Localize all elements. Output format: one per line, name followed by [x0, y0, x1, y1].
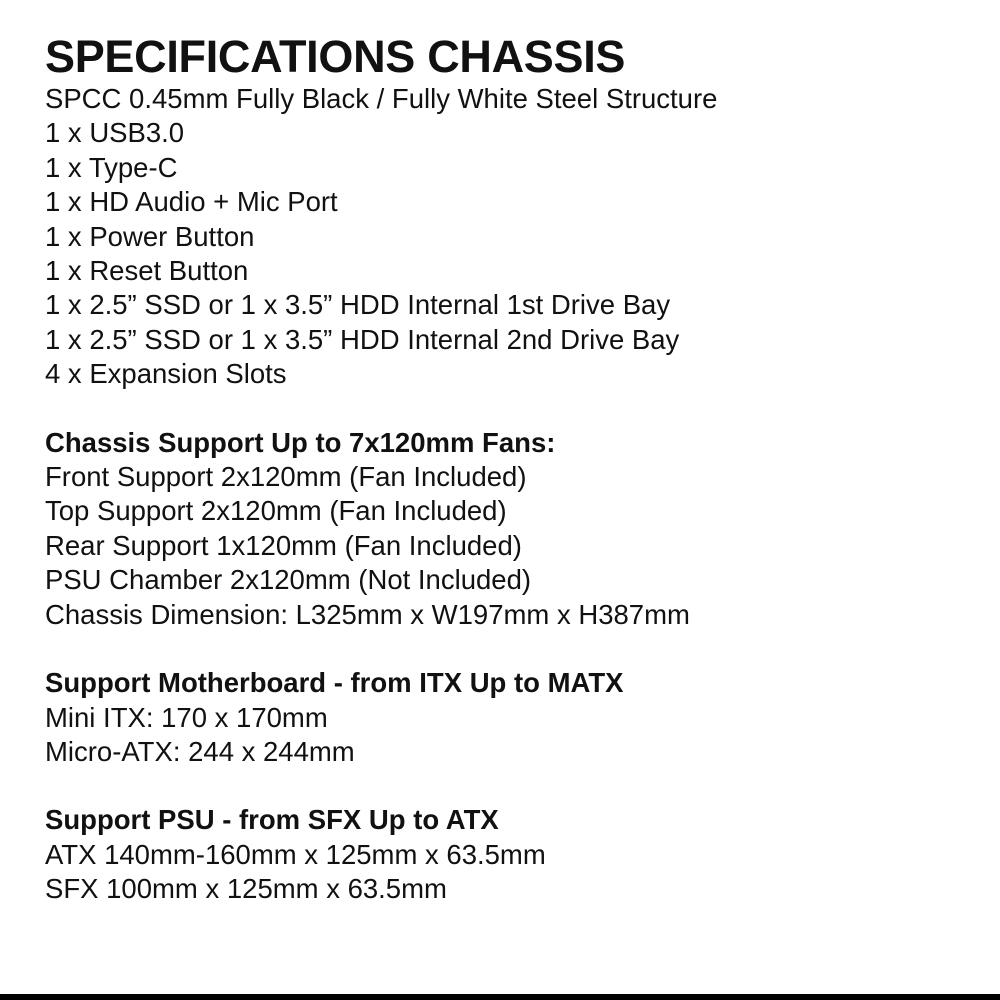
spec-sheet — [45, 32, 975, 907]
motherboard-section — [45, 666, 975, 769]
spec-item: 1 x Power Button — [45, 220, 255, 252]
bottom-divider — [0, 994, 1000, 1000]
fan-spec-item: Top Support 2x120mm (Fan Included) — [45, 495, 507, 527]
fan-spec-item: Front Support 2x120mm (Fan Included) — [45, 461, 527, 493]
fan-spec-item: Rear Support 1x120mm (Fan Included) — [45, 529, 522, 561]
psu-spec-item: ATX 140mm-160mm x 125mm x 63.5mm — [45, 838, 546, 870]
fans-list — [45, 460, 975, 632]
spec-item: 1 x Type-C — [45, 151, 178, 183]
motherboard-heading: Support Motherboard - from ITX Up to MATX — [45, 667, 624, 699]
fan-spec-item: PSU Chamber 2x120mm (Not Included) — [45, 564, 532, 596]
psu-section — [45, 803, 975, 906]
motherboard-spec-item: Micro-ATX: 244 x 244mm — [45, 735, 355, 767]
motherboard-spec-item: Mini ITX: 170 x 170mm — [45, 701, 328, 733]
psu-spec-item: SFX 100mm x 125mm x 63.5mm — [45, 873, 447, 905]
motherboard-list — [45, 701, 975, 770]
spec-item: 1 x 2.5” SSD or 1 x 3.5” HDD Internal 1st Drive Bay — [45, 289, 671, 321]
psu-heading: Support PSU - from SFX Up to ATX — [45, 804, 499, 836]
fans-heading: Chassis Support Up to 7x120mm Fans: — [45, 426, 556, 458]
spec-item: 1 x 2.5” SSD or 1 x 3.5” HDD Internal 2nd Drive Bay — [45, 323, 680, 355]
fans-section — [45, 426, 975, 632]
page-title: SPECIFICATIONS CHASSIS — [45, 31, 626, 82]
general-spec-list — [45, 82, 975, 392]
spec-item: 1 x HD Audio + Mic Port — [45, 186, 338, 218]
spec-item: 4 x Expansion Slots — [45, 358, 287, 390]
spec-item: SPCC 0.45mm Fully Black / Fully White Steel Structure — [45, 83, 718, 114]
spec-item: 1 x USB3.0 — [45, 117, 185, 149]
chassis-dimension: Chassis Dimension: L325mm x W197mm x H387mm — [45, 598, 690, 630]
psu-list — [45, 838, 975, 907]
spec-item: 1 x Reset Button — [45, 255, 249, 287]
